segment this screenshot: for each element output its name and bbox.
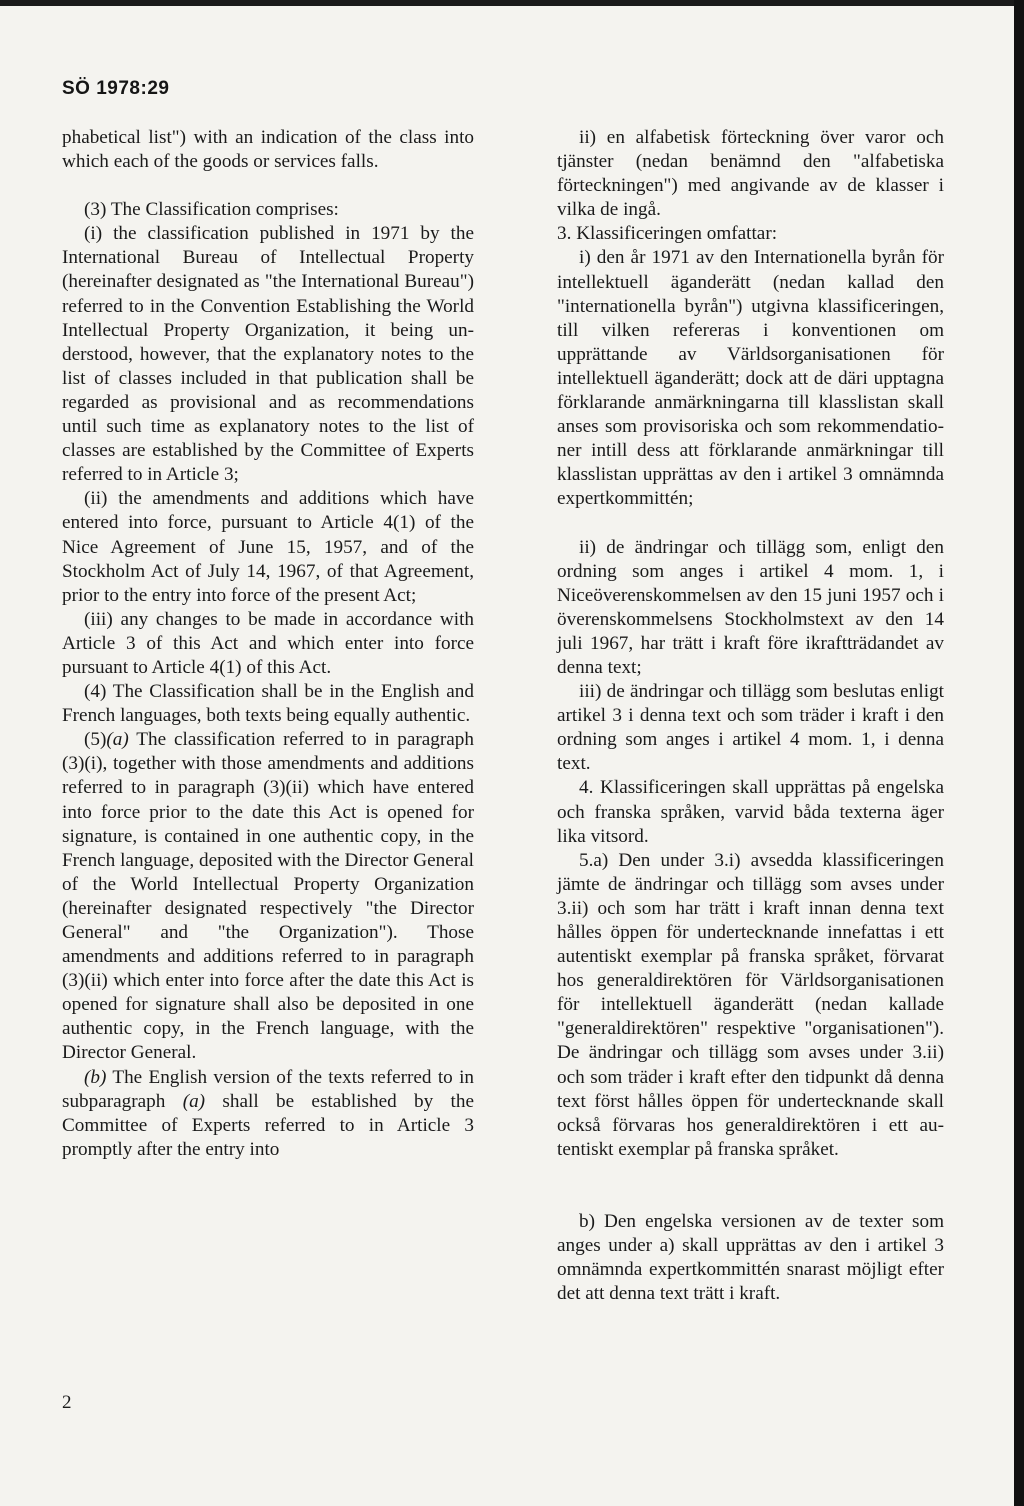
paragraph [62,728,474,1065]
paragraph: iii) de ändringar och tillägg som beslutas enligt artikel 3 i denna text och som träder i kraft i den ordning som anges i artikel 4 mom. 1, i denna text. [557,681,944,775]
paragraph: 3. Klassificeringen omfattar: [557,223,778,245]
paragraph: i) den år 1971 av den Internationella byrån för intellektuell äganderätt (nedan kallad den "internationella byrån") utgivna klassificeringen, till vilken refereras i konventionen om upprättande av Världsorganisationen för intellektuell äganderätt; dock att de däri upptagna förklarande anmärkningarna till klasslistan skall anses som provisoriska och som rekommendationer intill dess att förklarande anmärkningar till klasslistan upprättas av den i artikel 3 omnämnda expertkommittén; [557,247,944,510]
english-column [62,126,474,1162]
paragraph: 5.a) Den under 3.i) avsedda klassificeringen jämte de ändringar och tillägg som avses under 3.ii) och som har trätt i kraft innan denna text hålles öppen för undertecknande innefattas i ett autentiskt exemplar på franska språket, förvarat hos generaldirektören för Världsorganisationen för intellektuell äganderätt (nedan kallade "generaldirektören" respektive "organisationen"). De ändringar och tillägg som avses under 3.ii) och som träder i kraft efter den tidpunkt då denna text först hålles öppen för undertecknande skall också förvaras hos generaldirektören i ett autentiskt exemplar på franska språket. [557,849,944,1160]
paragraph: b) Den engelska versionen av de texter som anges under a) skall upprättas av den i artikel 3 omnämnda expertkommittén snarast möjligt efter det att denna text trätt i kraft. [557,1210,944,1305]
spacer [557,512,944,536]
paragraph: (4) The Classification shall be in the English and French languages, both texts being equally authentic. [62,681,474,727]
subparagraph-letter: (b) [84,1066,107,1088]
page-number: 2 [62,1392,72,1413]
paragraph-text: The classification referred to in paragraph (3)(i), together with those amendments and additions referred to in paragraph (3)(ii) which have entered into force prior to the date this Act is opened for signature, is contained in one authentic copy, in the French language, deposited with the Director General of the World Intellectual Property Organization (hereinafter designated respectively "the Director General" and "the Organization"). Those amendments and additions referred to in paragraph (3)(ii) which enter into force after the date this Act is opened for signature shall also be deposited in one authentic copy, in the French language, with the Director General. [62,729,474,1064]
paragraph: 4. Klassificeringen skall upprättas på engelska och franska språken, varvid båda texterna äger lika vitsord. [557,777,944,847]
paragraph: (ii) the amendments and additions which have entered into force, pursuant to Article 4(1) of the Nice Agreement of June 15, 1957, and of the Stockholm Act of July 14, 1967, of that Agreement, prior to the entry into force of the present Act; [62,488,474,606]
paragraph: phabetical list") with an indication of the class into which each of the goods or services falls. [62,127,474,173]
spacer [557,1186,944,1210]
scan-edge [1014,0,1024,1506]
paragraph: (i) the classification published in 1971 by the International Bureau of Intellectual Property (hereinafter designated as "the International Bureau") referred to in the Convention Establishing the World Intellectual Property Organization, it being understood, however, that the explanatory notes to the list of classes included in that publication shall be regarded as provisional and as recommendations until such time as explanatory notes to the list of classes are established by the Committee of Experts referred to in Article 3; [62,223,474,486]
paragraph: (iii) any changes to be made in accordance with Article 3 of this Act and which enter into force pursuant to Article 4(1) of this Act. [62,608,474,678]
paragraph-text: shall be established by the Committee of Experts referred to in Article 3 promptly after the entry into [62,1090,474,1160]
paragraph-number: (5) [84,729,107,751]
paragraph [62,1066,474,1162]
subparagraph-letter: (a) [106,729,129,751]
swedish-column [557,126,944,1306]
subparagraph-reference: (a) [182,1090,206,1112]
document-page [0,6,1014,1506]
paragraph: ii) en alfabetisk förteckning över varor och tjänster (nedan benämnd den "alfabetiska förteckningen") med angivande av de klasser i vilka de ingå. [557,127,944,221]
paragraph: (3) The Classification comprises: [84,199,339,221]
paragraph-text: The English version of the texts referred to in subparagraph [62,1066,474,1112]
spacer [557,1162,944,1186]
paragraph: ii) de ändringar och tillägg som, enligt den ordning som anges i artikel 4 mom. 1, i Niceöverenskommelsen av den 15 juni 1957 och i överenskommelsens Stockholmstext av den 14 juli 1967, har trätt i kraft före ikraftträdandet av denna text; [557,536,944,678]
spacer [62,174,474,198]
document-reference: SÖ 1978:29 [62,78,170,99]
